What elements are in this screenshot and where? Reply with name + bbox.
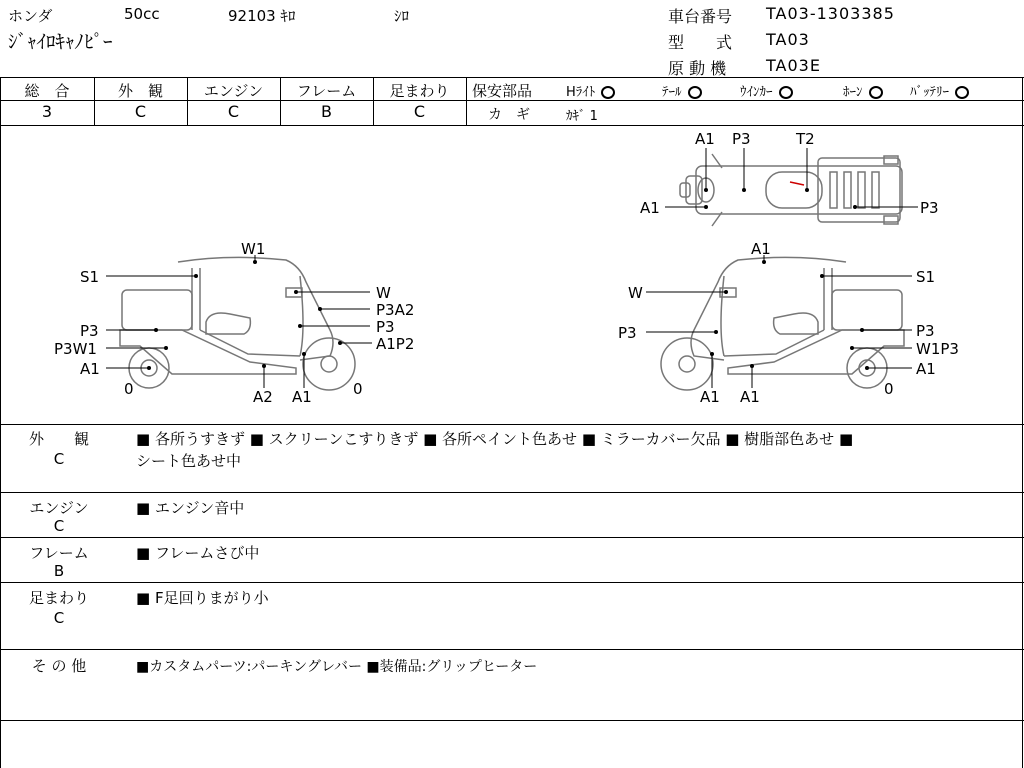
diag-label: S1 xyxy=(916,268,936,286)
type-value: TA03 xyxy=(766,30,810,49)
note-grade-suspension: C xyxy=(53,609,65,627)
grade-engine-label: エンジン xyxy=(203,82,264,100)
diag-label: P3 xyxy=(618,324,637,342)
grade-total-value: 3 xyxy=(41,102,53,121)
diag-label: 0 xyxy=(124,380,134,398)
note-label-exterior: 外 観 xyxy=(28,430,89,448)
grade-frame-label: フレーム xyxy=(296,82,357,100)
note-text: シート色あせ中 xyxy=(136,452,242,470)
grade-exterior-value: C xyxy=(134,102,147,121)
note-grade-exterior: C xyxy=(53,450,65,468)
top-view-scooter xyxy=(680,154,902,226)
note-label-frame: フレーム xyxy=(29,544,89,562)
diag-label: P3 xyxy=(376,318,395,336)
key-label: カ ギ xyxy=(488,107,530,123)
note-grade-engine: C xyxy=(53,517,65,535)
diag-label: P3 xyxy=(916,322,935,340)
frame-no-label: 車台番号 xyxy=(668,7,733,26)
diag-label: A1 xyxy=(292,388,312,406)
frame-no: TA03-1303385 xyxy=(766,4,895,23)
note-grade-frame: B xyxy=(53,562,65,580)
diag-label: T2 xyxy=(796,130,815,148)
diag-label: P3 xyxy=(80,322,99,340)
type-label: 型 式 xyxy=(668,33,733,52)
diag-label: A1P2 xyxy=(376,335,415,353)
diag-label: P3A2 xyxy=(376,301,415,319)
grade-suspension-label: 足まわり xyxy=(389,82,450,100)
color: ｼﾛ xyxy=(394,7,410,25)
diag-label: A1 xyxy=(80,360,100,378)
grade-suspension-value: C xyxy=(413,102,426,121)
diag-label: P3 xyxy=(920,199,939,217)
note-text: ■カスタムパーツ:パーキングレバー ■装備品:グリップヒーター xyxy=(136,659,538,675)
grade-engine-value: C xyxy=(227,102,240,121)
diag-label: A2 xyxy=(253,388,273,406)
maker: ホンダ xyxy=(8,7,53,25)
diag-label: A1 xyxy=(700,388,720,406)
mileage: 92103 ｷﾛ xyxy=(228,7,296,25)
right-side-view-scooter xyxy=(661,257,904,390)
note-label-suspension: 足まわり xyxy=(28,589,89,607)
engine-value: TA03E xyxy=(766,56,821,75)
diag-label: P3W1 xyxy=(54,340,97,358)
note-label-engine: エンジン xyxy=(29,499,89,517)
note-text: ■ 各所うすきず ■ スクリーンこすりきず ■ 各所ペイント色あせ ■ ミラーカバー欠品 ■ 樹脂部色あせ ■ xyxy=(136,430,854,448)
note-text: ■ フレームさび中 xyxy=(136,544,260,562)
diag-label: S1 xyxy=(80,268,100,286)
diag-label: A1 xyxy=(751,240,771,258)
diag-label: 0 xyxy=(884,380,894,398)
diag-label: W1P3 xyxy=(916,340,959,358)
grade-total-label: 総 合 xyxy=(24,82,70,100)
diag-label: A1 xyxy=(640,199,660,217)
damage-points xyxy=(147,188,869,370)
model-name: ｼﾞｬｲﾛｷｬﾉﾋﾟｰ xyxy=(8,31,113,53)
grade-frame-value: B xyxy=(321,102,332,121)
engine-label: 原 動 機 xyxy=(668,59,727,78)
safety-horn: ﾎｰﾝ xyxy=(843,81,883,100)
red-mark xyxy=(790,182,804,185)
safety-winker: ｳｲﾝｶｰ xyxy=(740,81,793,100)
diag-label: A1 xyxy=(695,130,715,148)
grade-exterior-label: 外 観 xyxy=(117,82,163,100)
displacement: 50cc xyxy=(124,5,160,23)
note-text: ■ F足回りまがり小 xyxy=(136,589,269,607)
safety-battery: ﾊﾞｯﾃﾘｰ xyxy=(910,81,969,100)
safety-parts-label: 保安部品 xyxy=(472,82,533,100)
safety-tail: ﾃｰﾙ xyxy=(662,81,702,100)
note-label-other: そ の 他 xyxy=(31,657,87,675)
diag-label: A1 xyxy=(740,388,760,406)
left-side-view-scooter xyxy=(120,257,355,390)
diag-label: W1 xyxy=(241,240,266,258)
diag-label: 0 xyxy=(353,380,363,398)
diag-label: W xyxy=(376,284,391,302)
diag-label: A1 xyxy=(916,360,936,378)
diag-label: W xyxy=(628,284,643,302)
diag-label: P3 xyxy=(732,130,751,148)
note-text: ■ エンジン音中 xyxy=(136,499,245,517)
key-value: ｶｷﾞ 1 xyxy=(566,109,598,124)
safety-headlight: Hﾗｲﾄ xyxy=(566,81,615,100)
